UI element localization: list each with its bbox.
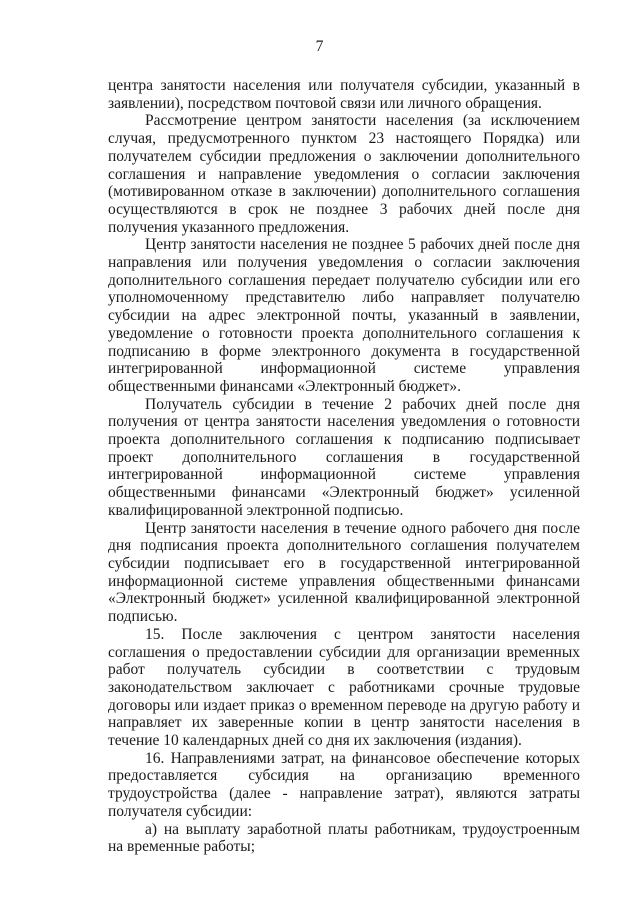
paragraph-recipient-signing: Получатель субсидии в течение 2 рабочих дней после дня получения от центра занятости населения уведомления о готовности проекта дополнительного соглашения к подписанию подписывает проект дополнительного соглашения в государственной интегрированной информационной системе управления общественными финансами «Электронный бюджет» усиленной квалифицированной электронной подписью. <box>108 395 580 519</box>
paragraph-item-15: 15. После заключения с центром занятости населения соглашения о предоставлении субсидии для организации временных работ получатель субсидии в соответствии с трудовым законодательством заключает с работниками срочные трудовые договоры или издает приказ о временном переводе на другую работу и направляет их заверенные копии в центр занятости населения в течение 10 календарных дней со дня их заключения (издания). <box>108 625 580 750</box>
document-body <box>108 77 580 856</box>
paragraph-review-period: Рассмотрение центром занятости населения (за исключением случая, предусмотренного пунктом 23 настоящего Порядка) или получателем субсидии предложения о заключении дополнительного соглашения и направление уведомления о согласии заключения (мотивированном отказе в заключении) дополнительного соглашения осуществляются в срок не позднее 3 рабочих дней после дня получения указанного предложения. <box>108 112 580 236</box>
paragraph-continuation: центра занятости населения или получателя субсидии, указанный в заявлении), посредством почтовой связи или личного обращения. <box>108 77 580 112</box>
paragraph-subitem-a: а) на выплату заработной платы работникам, трудоустроенным на временные работы; <box>108 820 580 856</box>
paragraph-center-notification: Центр занятости населения не позднее 5 рабочих дней после дня направления или получения уведомления о согласии заключения дополнительного соглашения передает получателю субсидии или его уполномоченному представителю либо направляет получателю субсидии на адрес электронной почты, указанный в заявлении, уведомление о готовности проекта дополнительного соглашения к подписанию в форме электронного документа в государственной интегрированной информационной системе управления общественными финансами «Электронный бюджет». <box>108 236 580 395</box>
paragraph-center-signing: Центр занятости населения в течение одного рабочего дня после дня подписания проекта дополнительного соглашения получателем субсидии подписывает его в государственной интегрированной информационной системе управления общественными финансами «Электронный бюджет» усиленной квалифицированной электронной подписью. <box>108 519 580 626</box>
paragraph-item-16: 16. Направлениями затрат, на финансовое обеспечение которых предоставляется субсидия на организацию временного трудоустройства (далее - направление затрат), являются затраты получателя субсидии: <box>108 749 580 820</box>
page-number: 7 <box>315 38 324 55</box>
